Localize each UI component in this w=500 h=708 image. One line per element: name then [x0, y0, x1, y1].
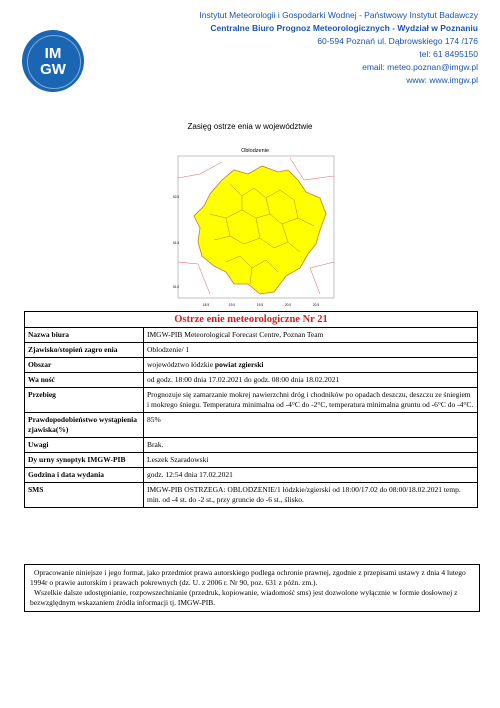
row-value: od godz. 18:00 dnia 17.02.2021 do godz. 08:00 dnia 18.02.2021 — [144, 373, 478, 388]
row-label: Nazwa biura — [25, 328, 144, 343]
copyright-paragraph: Opracowanie niniejsze i jego format, jako przedmiot prawa autorskiego podlega ochronie prawnej, zgodnie z przepisami ustawy z dnia 4 lutego 1994r o prawie autorskim i prawach pokrewnych (dz. U. z 2006 r. Nr 90, poz. 631 z późn. zm.). — [30, 568, 466, 587]
table-row — [25, 373, 478, 388]
row-value: Prognozuje się zamarzanie mokrej nawierzchni dróg i chodników po opadach deszczu, deszczu ze śniegiem i mokrego śniegu. Temperatura minimalna od -4°C do -2°C, temperatura minimalna gruntu od -6°C do -4°C. — [144, 388, 478, 413]
table-row — [25, 413, 478, 438]
area-county: powiat zgierski — [214, 360, 264, 369]
row-label: Uwagi — [25, 438, 144, 453]
address: 60-594 Poznań ul. Dąbrowskiego 174 /176 — [317, 36, 478, 46]
institute-name: Instytut Meteorologii i Gospodarki Wodnej - Państwowy Instytut Badawczy — [199, 10, 478, 20]
row-value: godz. 12:54 dnia 17.02.2021 — [144, 468, 478, 483]
row-label: Godzina i data wydania — [25, 468, 144, 483]
map-x-tick: 20.5 — [312, 303, 320, 307]
map-y-tick: 52.5 — [173, 195, 180, 199]
table-row — [25, 438, 478, 453]
website-link[interactable]: www: www.imgw.pl — [406, 75, 478, 85]
bureau-name: Centralne Biuro Prognoz Meteorologicznych - Wydział w Poznaniu — [210, 23, 478, 33]
header-contact — [199, 9, 478, 87]
row-label: Dy urny synoptyk IMGW-PIB — [25, 453, 144, 468]
phone: tel: 61 8495150 — [419, 49, 478, 59]
logo-text-bottom: GW — [40, 61, 66, 78]
table-row — [25, 343, 478, 358]
map-x-tick: 19.5 — [256, 303, 264, 307]
row-value: IMGW-PIB OSTRZEGA: OBLODZENIE/1 łódzkie/zgierski od 18:00/17.02 do 08:00/18.02.2021 temp. min. od -4 st. do -2 st., przy gruncie do -6 st., ślisko. — [144, 483, 478, 508]
warning-table — [24, 327, 478, 508]
map-svg — [170, 144, 340, 312]
redistribution-paragraph: Wszelkie dalsze udostępnianie, rozpowszechnianie (przedruk, kopiowanie, wiadomość sms) jest dozwolone wyłącznie w formie dosłownej z bezwzględnym wskazaniem źródła informacji tj. IMGW-PIB. — [30, 588, 458, 607]
row-label: Zjawisko/stopień zagro enia — [25, 343, 144, 358]
email-link[interactable]: email: meteo.poznan@imgw.pl — [362, 62, 478, 72]
row-value: 85% — [144, 413, 478, 438]
table-row — [25, 453, 478, 468]
extent-title: Zasięg ostrze enia w województwie — [187, 122, 313, 131]
row-value: Leszek Szaradowski — [144, 453, 478, 468]
map-x-tick: 20.0 — [284, 303, 292, 307]
row-label: SMS — [25, 483, 144, 508]
area-voivodeship: województwo łódzkie — [147, 360, 215, 369]
map-y-tick: 51.0 — [173, 285, 180, 289]
row-value: IMGW-PIB Meteorological Forecast Centre, Poznan Team — [144, 328, 478, 343]
row-label: Wa ność — [25, 373, 144, 388]
logo-text-top: IM — [44, 45, 62, 62]
row-value: Oblodzenie/ 1 — [144, 343, 478, 358]
row-label: Przebieg — [25, 388, 144, 413]
copyright-notice — [24, 564, 480, 612]
table-row — [25, 358, 478, 373]
imgw-logo — [22, 30, 84, 92]
map-x-tick: 19.0 — [228, 303, 236, 307]
row-label: Obszar — [25, 358, 144, 373]
table-row — [25, 328, 478, 343]
table-row — [25, 388, 478, 413]
table-row — [25, 468, 478, 483]
row-value — [144, 358, 478, 373]
warning-title: Ostrze enie meteorologiczne Nr 21 — [24, 311, 478, 327]
warning-map — [170, 144, 340, 312]
table-row — [25, 483, 478, 508]
map-y-tick: 51.5 — [173, 241, 180, 245]
map-phenomenon-label: Oblodzenie — [241, 148, 269, 154]
row-label: Prawdopodobieństwo wystąpienia zjawiska(%) — [25, 413, 144, 438]
row-value: Brak. — [144, 438, 478, 453]
map-x-tick: 18.5 — [202, 303, 210, 307]
